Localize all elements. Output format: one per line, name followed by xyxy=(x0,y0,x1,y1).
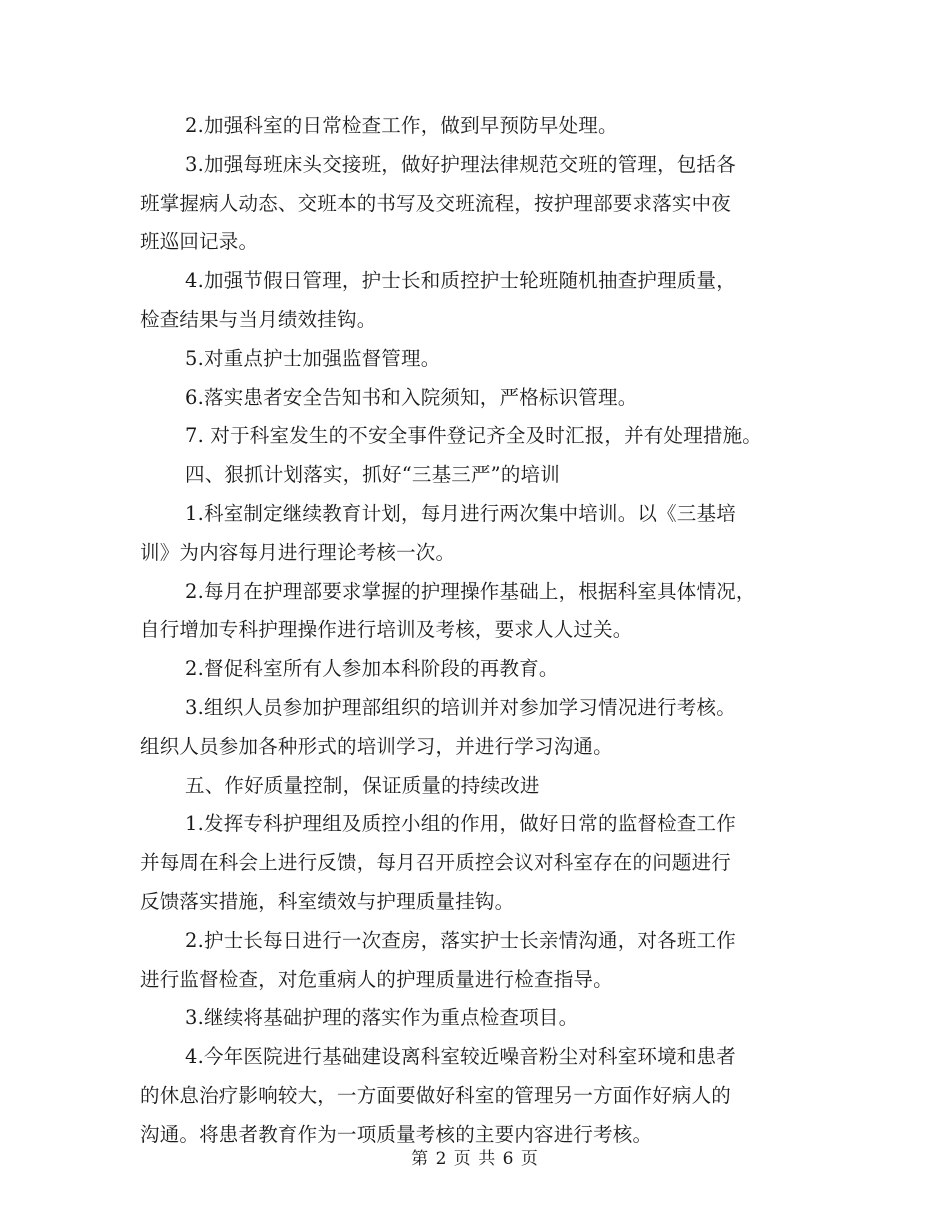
text-line: 自行增加专科护理操作进行培训及考核，要求人人过关。 xyxy=(140,618,633,642)
text-line: 1.发挥专科护理组及质控小组的作用，做好日常的监督检查工作 xyxy=(185,812,736,836)
text-line: 进行监督检查，对危重病人的护理质量进行检查指导。 xyxy=(140,967,613,991)
text-line: 2.护士长每日进行一次查房，落实护士长亲情沟通，对各班工作 xyxy=(185,928,736,952)
text-line: 3.加强每班床头交接班，做好护理法律规范交班的管理，包括各 xyxy=(185,152,736,176)
text-line: 班巡回记录。 xyxy=(140,230,259,254)
text-line: 2.加强科室的日常检查工作，做到早预防早处理。 xyxy=(185,114,618,137)
text-line: 训》为内容每月进行理论考核一次。 xyxy=(140,540,456,564)
text-line: 5.对重点护士加强监督管理。 xyxy=(185,346,441,370)
text-line: 6.落实患者安全告知书和入院须知，严格标识管理。 xyxy=(185,385,638,409)
text-line: 班掌握病人动态、交班本的书写及交班流程，按护理部要求落实中夜 xyxy=(140,191,732,215)
text-line: 五、作好质量控制，保证质量的持续改进 xyxy=(185,773,540,797)
text-line: 组织人员参加各种形式的培训学习，并进行学习沟通。 xyxy=(140,734,613,758)
text-line: 3.组织人员参加护理部组织的培训并对参加学习情况进行考核。 xyxy=(185,695,736,719)
text-line: 3.继续将基础护理的落实作为重点检查项目。 xyxy=(185,1006,579,1030)
page-number-footer: 第 2 页 共 6 页 xyxy=(411,1149,539,1169)
document-body xyxy=(140,107,830,1155)
text-line: 2.每月在护理部要求掌握的护理操作基础上，根据科室具体情况， xyxy=(185,579,756,603)
text-line: 沟通。将患者教育作为一项质量考核的主要内容进行考核。 xyxy=(140,1122,653,1146)
text-line: 4.加强节假日管理，护士长和质控护士轮班随机抽查护理质量， xyxy=(185,269,736,293)
text-line: 并每周在科会上进行反馈，每月召开质控会议对科室存在的问题进行 xyxy=(140,851,732,875)
text-line: 四、狠抓计划落实，抓好“三基三严”的培训 xyxy=(185,463,560,487)
text-line: 7. 对于科室发生的不安全事件登记齐全及时汇报，并有处理措施。 xyxy=(185,424,763,448)
text-line: 4.今年医院进行基础建设离科室较近噪音粉尘对科室环境和患者 xyxy=(185,1045,736,1069)
text-line: 反馈落实措施，科室绩效与护理质量挂钩。 xyxy=(140,889,515,913)
text-line: 的休息治疗影响较大，一方面要做好科室的管理另一方面作好病人的 xyxy=(140,1083,732,1107)
text-line: 检查结果与当月绩效挂钩。 xyxy=(140,307,377,331)
text-line: 1.科室制定继续教育计划，每月进行两次集中培训。以《三基培 xyxy=(185,501,736,525)
text-line: 2.督促科室所有人参加本科阶段的再教育。 xyxy=(185,657,559,681)
